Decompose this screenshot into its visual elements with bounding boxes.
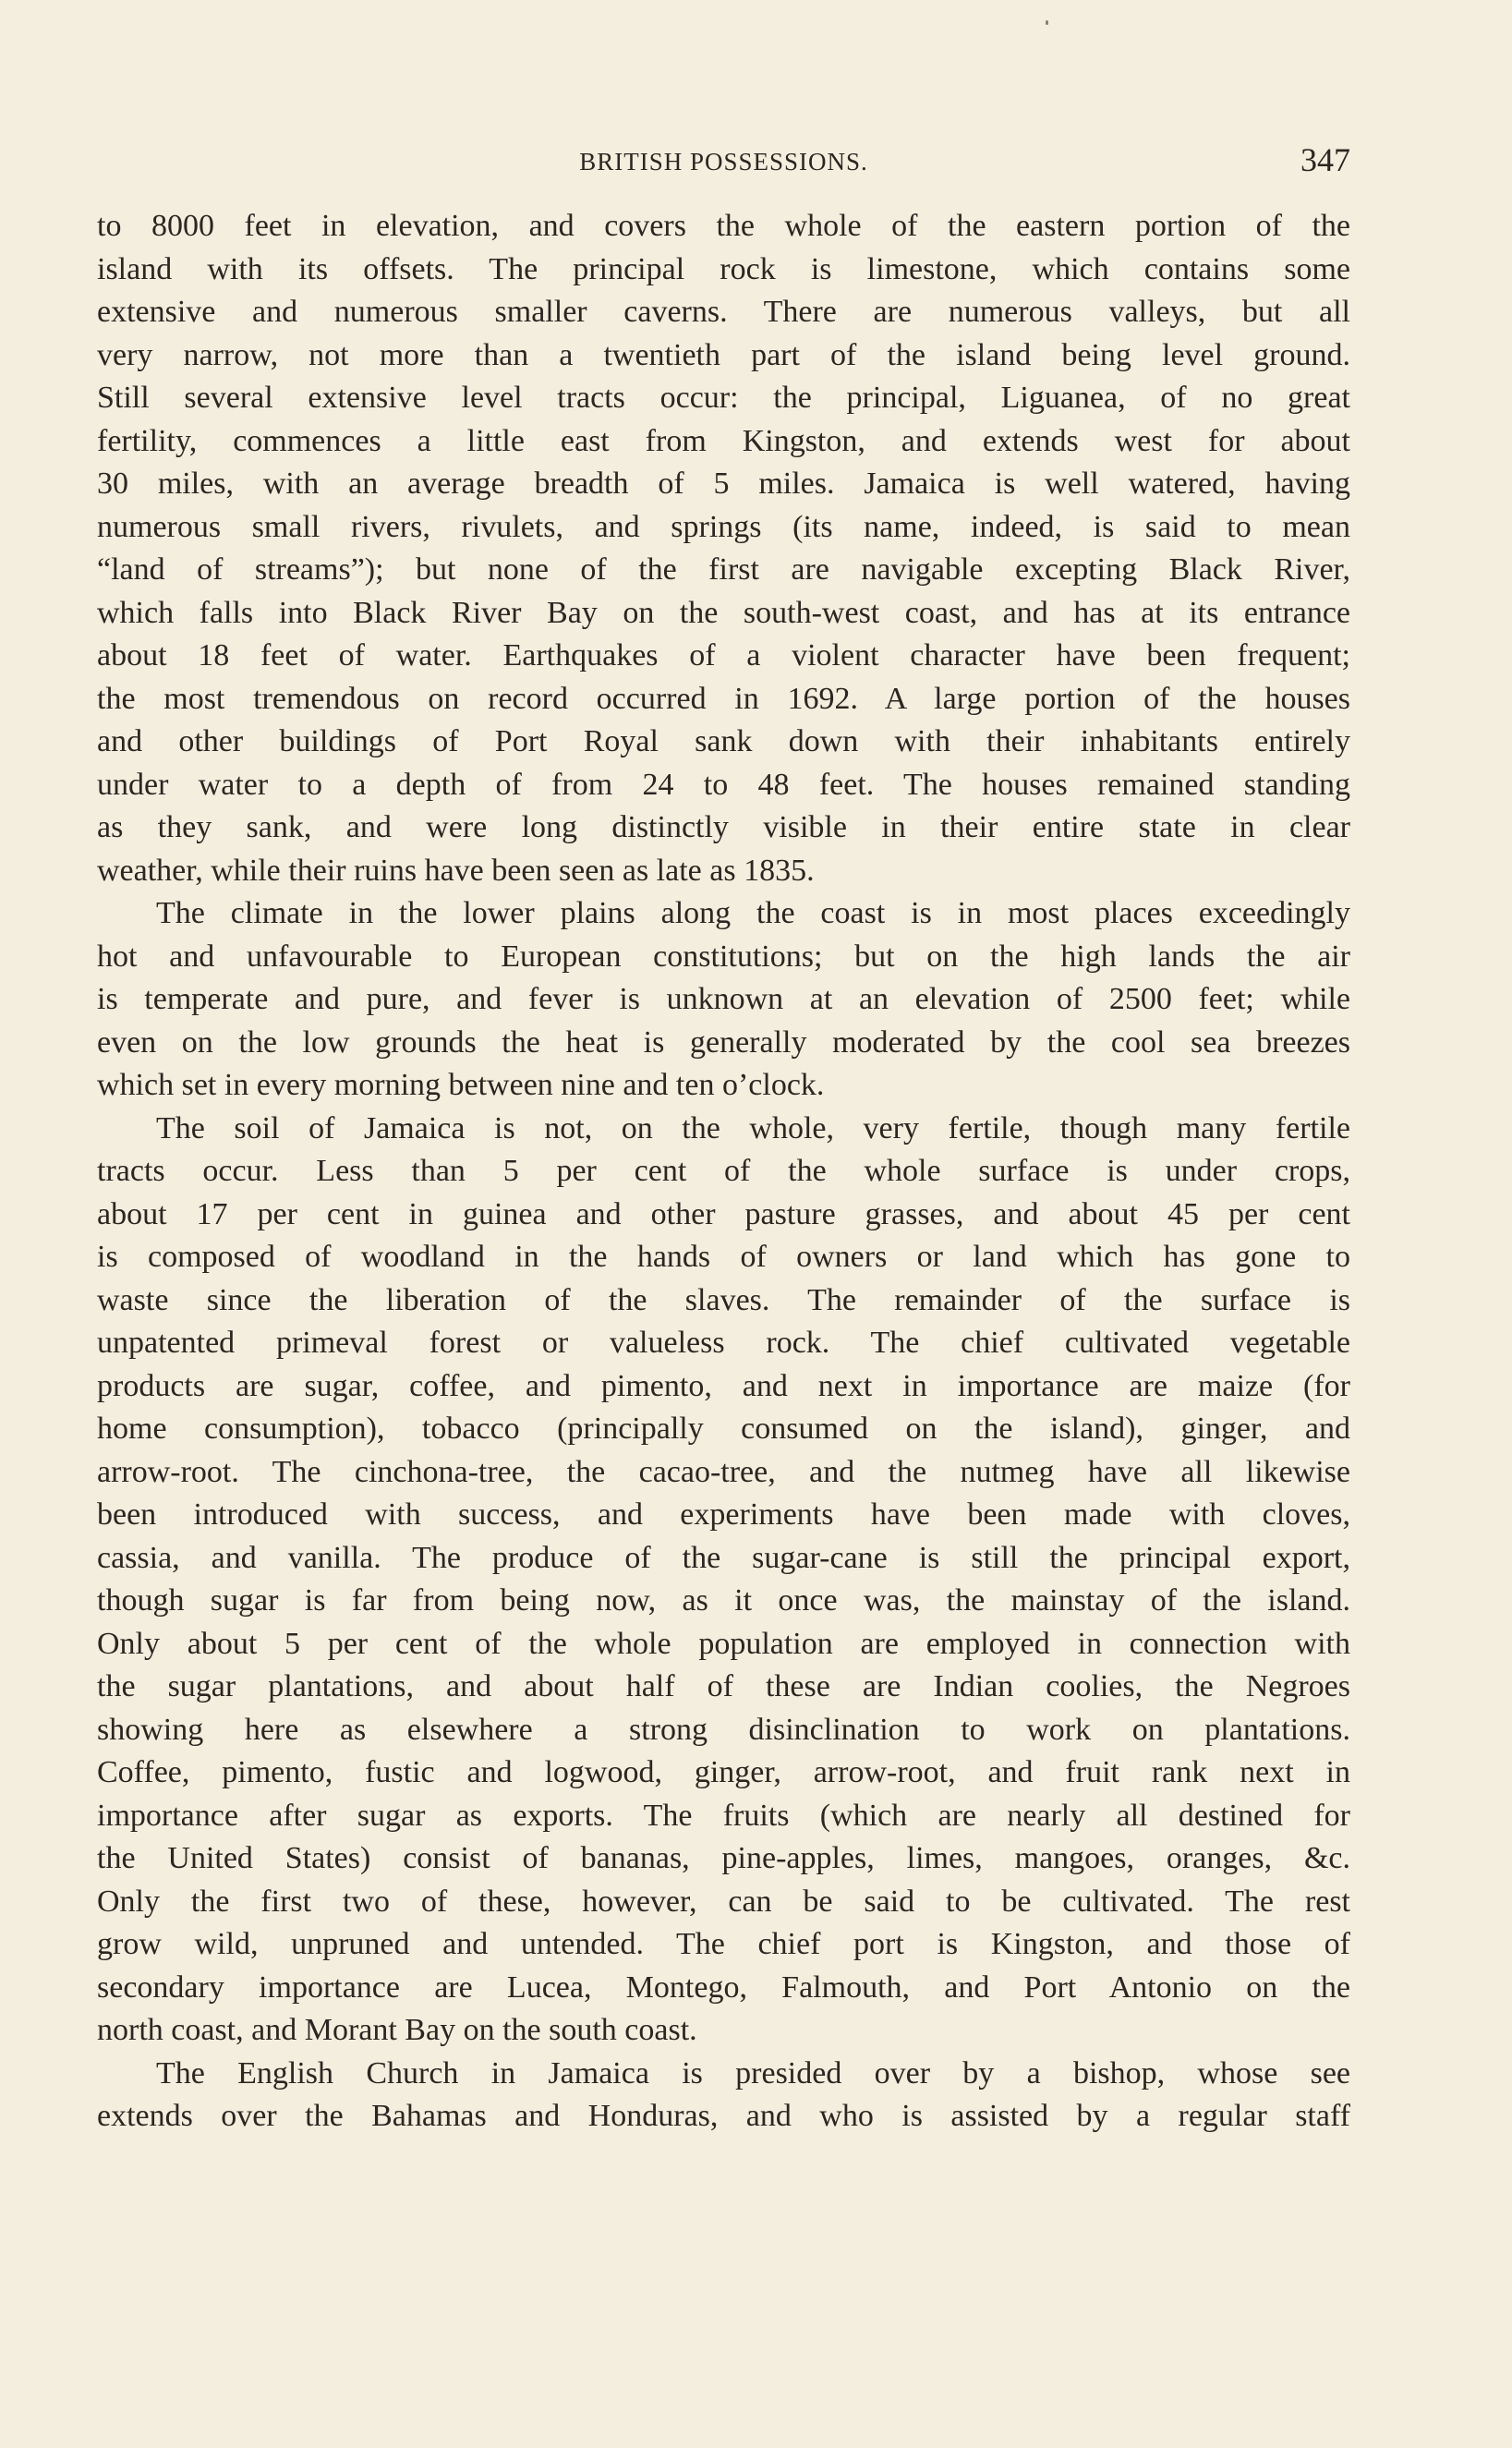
text-line: Coffee, pimento, fustic and logwood, ginger, arrow-root, and fruit rank next in (97, 1755, 1350, 1789)
text-line: products are sugar, coffee, and pimento, and next in importance are maize (for (97, 1368, 1350, 1403)
text-line: extensive and numerous smaller caverns. There are numerous valleys, but all (97, 295, 1350, 329)
text-line: even on the low grounds the heat is generally moderated by the cool sea breezes (97, 1024, 1350, 1060)
paragraph-start-line: The climate in the lower plains along the coast is in most places exceedingly (156, 896, 1350, 930)
text-line: hot and unfavourable to European constitutions; but on the high lands the air (97, 939, 1350, 974)
text-line: cassia, and vanilla. The produce of the sugar-cane is still the principal export, (97, 1540, 1350, 1575)
paper-speck (1046, 20, 1048, 25)
text-line: the most tremendous on record occurred in 1692. A large portion of the houses (97, 681, 1350, 716)
text-line: fertility, commences a little east from Kingston, and extends west for about (97, 423, 1350, 458)
text-line: very narrow, not more than a twentieth part of the island being level ground. (97, 337, 1350, 372)
text-line: though sugar is far from being now, as it once was, the mainstay of the island. (97, 1583, 1350, 1618)
text-line: extends over the Bahamas and Honduras, and who is assisted by a regular staff (97, 2099, 1350, 2133)
text-line: waste since the liberation of the slaves. The remainder of the surface is (97, 1282, 1350, 1317)
paragraph-end-line: weather, while their ruins have been seen as late as 1835. (97, 853, 815, 888)
text-line: Only the first two of these, however, can be said to be cultivated. The rest (97, 1884, 1350, 1919)
text-line: the sugar plantations, and about half of these are Indian coolies, the Negroes (97, 1669, 1350, 1703)
text-line: about 18 feet of water. Earthquakes of a violent character have been frequent; (97, 638, 1350, 673)
text-line: unpatented primeval forest or valueless rock. The chief cultivated vegetable (97, 1326, 1350, 1360)
text-line: the United States) consist of bananas, pine-apples, limes, mangoes, oranges, &c. (97, 1841, 1350, 1875)
text-line: as they sank, and were long distinctly visible in their entire state in clear (97, 810, 1350, 844)
paragraph-end-line: which set in every morning between nine and ten o’clock. (97, 1068, 825, 1102)
text-line: arrow-root. The cinchona-tree, the cacao-tree, and the nutmeg have all likewise (97, 1454, 1350, 1489)
paragraph-end-line: north coast, and Morant Bay on the south coast. (97, 2013, 697, 2047)
text-line: to 8000 feet in elevation, and covers the whole of the eastern portion of the (97, 209, 1350, 243)
text-line: Only about 5 per cent of the whole population are employed in connection with (97, 1626, 1350, 1661)
text-line: and other buildings of Port Royal sank down with their inhabitants entirely (97, 724, 1350, 758)
running-title: BRITISH POSSESSIONS. (579, 148, 868, 176)
text-line: about 17 per cent in guinea and other pasture grasses, and about 45 per cent (97, 1196, 1350, 1231)
text-line: home consumption), tobacco (principally consumed on the island), ginger, and (97, 1412, 1350, 1446)
text-line: grow wild, unpruned and untended. The chief port is Kingston, and those of (97, 1927, 1350, 1961)
body-text (97, 205, 1350, 2139)
text-line: “land of streams”); but none of the first are navigable excepting Black River, (97, 552, 1350, 587)
paragraph-start-line: The English Church in Jamaica is presided over by a bishop, whose see (156, 2055, 1350, 2090)
text-line: importance after sugar as exports. The fruits (which are nearly all destined for (97, 1798, 1350, 1833)
text-line: been introduced with success, and experiments have been made with cloves, (97, 1497, 1350, 1532)
text-line: tracts occur. Less than 5 per cent of the whole surface is under crops, (97, 1154, 1350, 1188)
text-line: under water to a depth of from 24 to 48 feet. The houses remained standing (97, 767, 1350, 802)
text-line: is composed of woodland in the hands of owners or land which has gone to (97, 1240, 1350, 1274)
text-line: 30 miles, with an average breadth of 5 miles. Jamaica is well watered, having (97, 467, 1350, 501)
text-line: numerous small rivers, rivulets, and springs (its name, indeed, is said to mean (97, 509, 1350, 544)
page-number: 347 (1300, 141, 1350, 178)
text-line: which falls into Black River Bay on the south-west coast, and has at its entrance (97, 595, 1350, 630)
paragraph-start-line: The soil of Jamaica is not, on the whole, very fertile, though many fertile (156, 1110, 1350, 1145)
text-line: Still several extensive level tracts occur: the principal, Liguanea, of no great (97, 381, 1350, 415)
running-head (97, 140, 1350, 187)
text-line: showing here as elsewhere a strong disinclination to work on plantations. (97, 1712, 1350, 1747)
text-line: is temperate and pure, and fever is unknown at an elevation of 2500 feet; while (97, 982, 1350, 1016)
text-line: secondary importance are Lucea, Montego, Falmouth, and Port Antonio on the (97, 1969, 1350, 2005)
text-line: island with its offsets. The principal rock is limestone, which contains some (97, 251, 1350, 286)
